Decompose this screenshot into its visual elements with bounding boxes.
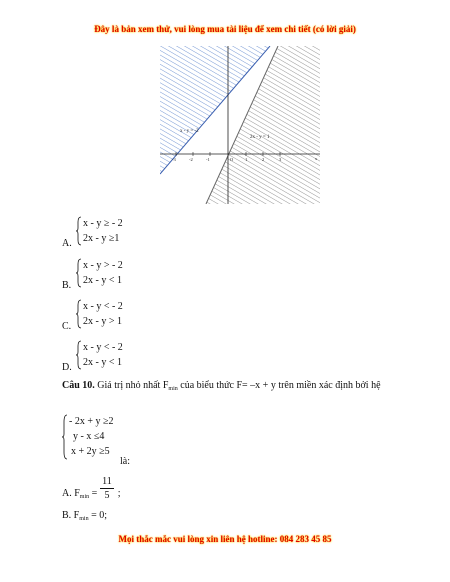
inequality-line: 2x - y < 1 <box>83 357 122 368</box>
tick-label: -1 <box>206 157 210 162</box>
brace-icon <box>76 299 82 329</box>
tick-label: O <box>230 157 234 162</box>
brace-icon <box>76 216 82 246</box>
option-a <box>62 216 182 250</box>
question-10 <box>62 380 381 392</box>
brace-icon <box>76 258 82 288</box>
option-d <box>62 340 182 374</box>
system-suffix: là: <box>120 456 130 467</box>
inequality-line: - 2x + y ≥2 <box>69 416 114 427</box>
inequality-line: x + 2y ≥5 <box>71 446 110 457</box>
tick-label: x <box>315 156 318 161</box>
inequality-line: x - y ≥ - 2 <box>83 218 123 229</box>
fraction-denominator: 5 <box>104 490 110 501</box>
tick-label: 3 <box>279 157 282 162</box>
tick-label: 1 <box>245 157 248 162</box>
question-label: Câu 10. <box>62 380 95 391</box>
tick-label: -3 <box>172 157 176 162</box>
tick-label: -2 <box>189 157 193 162</box>
inequality-line: x - y < - 2 <box>83 301 123 312</box>
brace-icon <box>62 414 68 460</box>
fraction-numerator: 11 <box>102 476 112 487</box>
inequality-line: x - y > - 2 <box>83 260 123 271</box>
option-letter: C. <box>62 321 72 332</box>
option-letter: A. <box>62 238 72 249</box>
answer-b: B. $F_{min} = 0$; <box>62 510 107 522</box>
option-letter: B. <box>62 280 72 291</box>
question-text-after: của biểu thức F= –x + y trên miền xác định bởi hệ <box>177 380 381 391</box>
inequality-line: 2x - y > 1 <box>83 316 122 327</box>
brace-icon <box>76 340 82 370</box>
inequality-line: 2x - y < 1 <box>83 275 122 286</box>
preview-notice-banner: Đây là bản xem thử, vui lòng mua tài liệu để xem chi tiết (có lời giải) <box>94 24 356 34</box>
option-c <box>62 299 182 333</box>
line-label-left: x - y = -2 <box>180 129 199 134</box>
inequality-line: y - x ≤4 <box>73 431 105 442</box>
tick-label: 2 <box>262 157 265 162</box>
question-subscript: min <box>168 386 178 392</box>
option-b <box>62 258 182 292</box>
inequality-line: x - y < - 2 <box>83 342 123 353</box>
question-text-before: Giá trị nhỏ nhất F <box>94 380 169 391</box>
inequality-region-graph <box>160 46 320 204</box>
line-label-right: 2x - y = 1 <box>250 135 270 140</box>
option-letter: D. <box>62 362 72 373</box>
constraint-system <box>62 414 122 462</box>
inequality-line: 2x - y ≥1 <box>83 233 120 244</box>
answer-a: A. $F_{min}$ = ; <box>62 488 121 500</box>
hotline-banner: Mọi thắc mắc vui lòng xin liên hệ hotline: 084 283 45 85 <box>118 534 332 544</box>
